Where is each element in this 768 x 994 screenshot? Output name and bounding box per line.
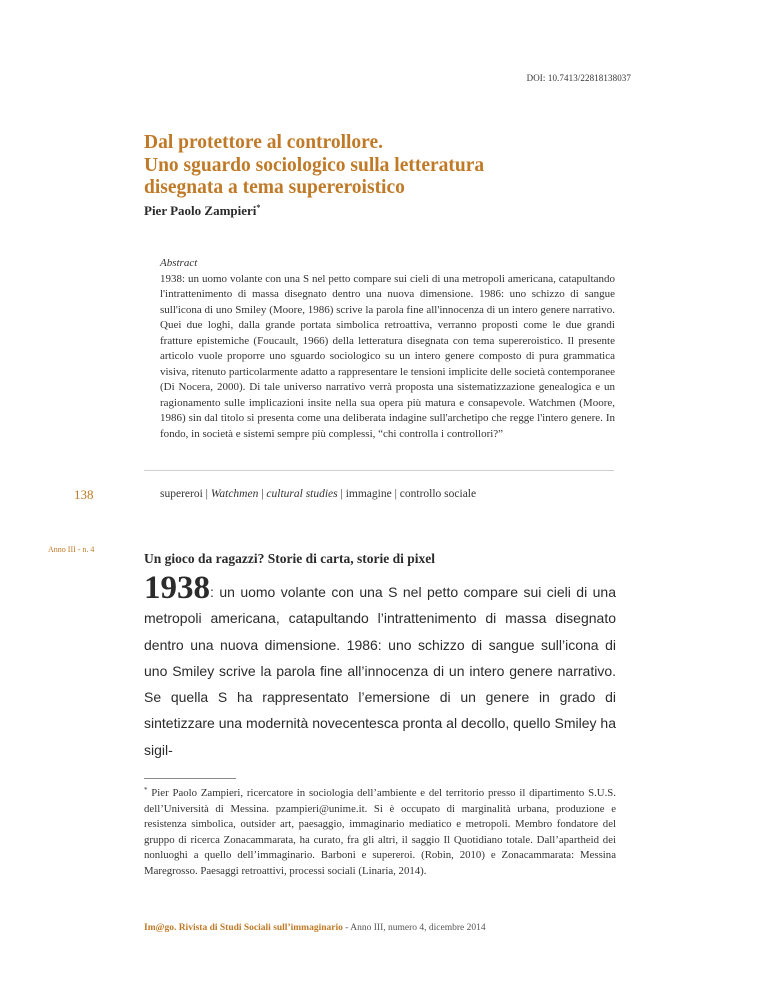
author-name: Pier Paolo Zampieri bbox=[144, 203, 257, 218]
keywords bbox=[160, 488, 476, 500]
footnote-divider bbox=[144, 778, 236, 779]
article-title bbox=[144, 132, 614, 200]
author-footnote-mark: * bbox=[256, 203, 261, 212]
section-heading: Un gioco da ragazzi? Storie di carta, storie di pixel bbox=[144, 551, 435, 566]
issue-label: Anno III - n. 4 bbox=[48, 545, 95, 554]
journal-name: Im@go. Rivista di Studi Sociali sull’immaginario bbox=[144, 923, 343, 933]
keyword: controllo sociale bbox=[399, 488, 477, 500]
keyword: supereroi bbox=[160, 488, 203, 500]
keyword-separator: | bbox=[258, 488, 267, 500]
title-line-2: Uno sguardo sociologico sulla letteratura bbox=[144, 154, 485, 176]
keyword-separator: | bbox=[202, 488, 211, 500]
body-paragraph-text: : un uomo volante con una S nel petto compare sui cieli di una metropoli americana, catapultando l’intrattenimento di massa disegnato dentro una nuova dimensione. 1986: uno schizzo di sangue sull’icona di uno Smiley scrive la parola fine all’innocenza di un intero genere narrativo. Se quella S ha rappresentato l’emersione di un genere in grado di sintetizzare una modernità novecentesca pronta al decollo, quello Smiley ha sigil- bbox=[144, 584, 616, 758]
abstract bbox=[160, 256, 615, 442]
crescent-shape bbox=[32, 450, 76, 538]
body-paragraph bbox=[144, 570, 616, 763]
keyword-separator: | bbox=[391, 488, 400, 500]
title-line-1: Dal protettore al controllore. bbox=[144, 132, 383, 153]
doi-label: DOI: 10.7413/22818138037 bbox=[526, 73, 631, 83]
keyword: Watchmen bbox=[210, 488, 259, 500]
abstract-text: 1938: un uomo volante con una S nel petto compare sui cieli di una metropoli americana, catapultando l'intrattenimento di massa disegnato dentro una nuova dimensione. 1986: uno schizzo di sangue sull'icona di uno Smiley (Moore, 1986) scrive la parola fine all'innocenza di un intero genere narrativo. Quei due loghi, dalla grande portata simbolica retroattiva, verranno proposti come le due grandi fratture epistemiche (Foucault, 1966) della letteratura disegnata con tema supereroistico. Il presente articolo vuole proporre uno sguardo sociologico su un intero genere composto di pura grammatica visiva, ritenuto particolarmente adatto a rappresentare le tensioni implicite delle società contemporanee (Di Nocera, 2000). Di tale universo narrativo verrà proposta una sistematizzazione genealogica e un ragionamento sulle implicazioni insite nella sua opera più matura e consapevole. Watchmen (Moore, 1986) sin dal titolo si presenta come una deliberata indagine sull'archetipo che regge l'intero genere. In fondo, in società e sistemi sempre più complessi, “chi controlla i controllori?” bbox=[160, 272, 615, 440]
page-footer bbox=[144, 923, 486, 933]
abstract-divider bbox=[144, 470, 614, 471]
footnote-mark: * bbox=[144, 786, 148, 794]
abstract-label: Abstract bbox=[160, 257, 198, 269]
keyword-separator: | bbox=[337, 488, 346, 500]
author bbox=[144, 203, 260, 219]
keyword: cultural studies bbox=[266, 488, 338, 500]
footnote-paragraph bbox=[144, 783, 616, 880]
journal-issue: - Anno III, numero 4, dicembre 2014 bbox=[342, 923, 486, 933]
title-line-3: disegnata a tema supereroistico bbox=[144, 177, 405, 198]
page-number: 138 bbox=[74, 487, 94, 502]
crescent-moon-icon bbox=[30, 448, 110, 540]
keyword: immagine bbox=[345, 488, 392, 500]
footnote-text: Pier Paolo Zampieri, ricercatore in sociologia dell’ambiente e del territorio presso il dipartimento S.U.S. dell’Università di Messina. pzampieri@unime.it. Si è occupato di marginalità urbana, produzione e resistenza simbolica, outsider art, paesaggio, immaginario mediatico e metropoli. Membro fondatore del gruppo di ricerca Zonacammarata, ha curato, fra gli altri, il saggio Il Quotidiano totale. Dall’apartheid dei nonluoghi a quello dell’immaginario. Barboni e supereroi. (Robin, 2010) e Zonacammarata: Messina Maregrosso. Paesaggi retroattivi, processi sociali (Linaria, 2014). bbox=[144, 787, 616, 877]
footnote bbox=[144, 783, 616, 880]
body-text bbox=[144, 570, 616, 763]
drop-cap: 1938 bbox=[144, 570, 210, 606]
